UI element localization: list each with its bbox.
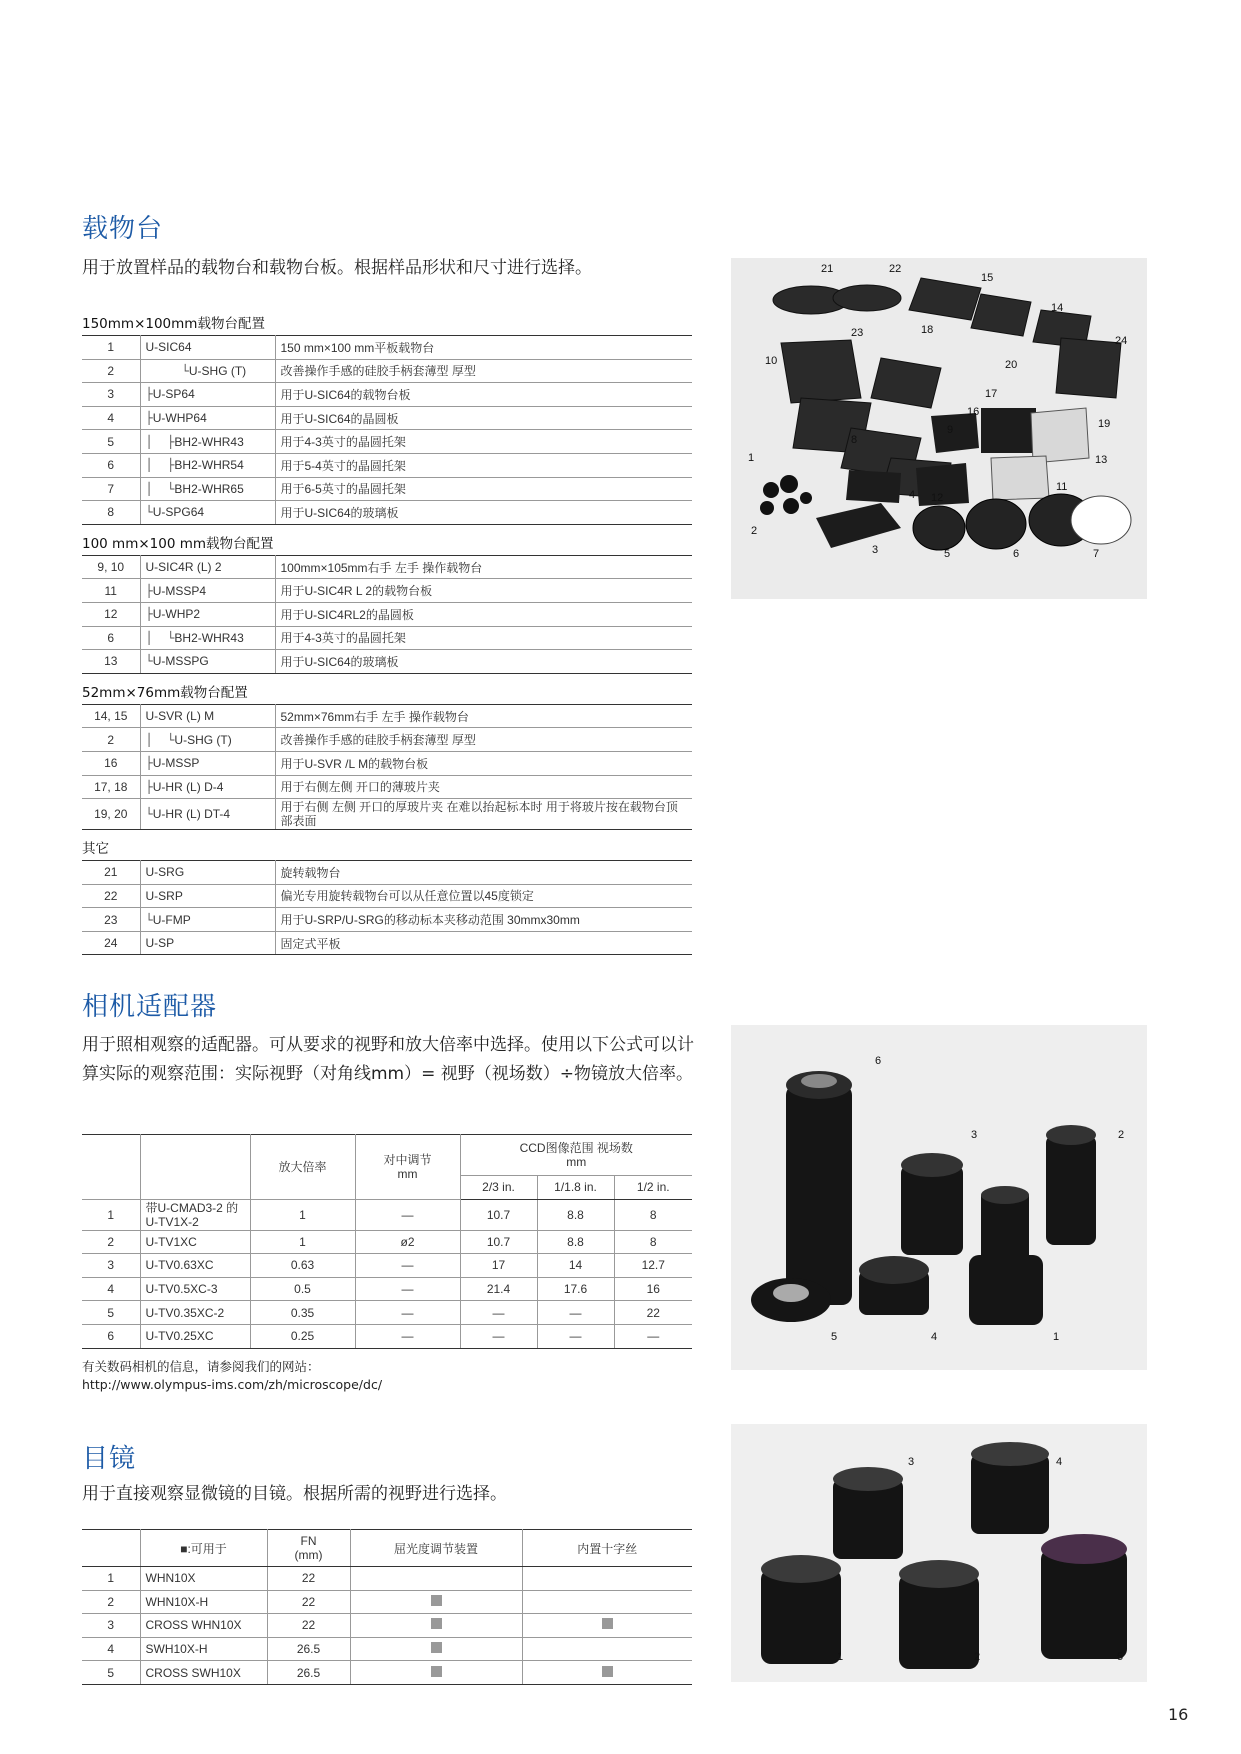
- photo-callout: 1: [1053, 1331, 1060, 1343]
- photo-callout: 4: [1056, 1456, 1063, 1468]
- stage-config-tables: [82, 313, 692, 955]
- stage-table-100x100: [82, 555, 692, 674]
- item-number: 3: [82, 1254, 140, 1278]
- model-cell: [140, 383, 275, 407]
- item-number: 24: [82, 931, 140, 955]
- centering: —: [355, 1254, 460, 1278]
- description: 用于右侧 左侧 开口的厚玻片夹 在难以抬起标本时 用于将玻片按在载物台顶部表面: [275, 799, 692, 830]
- table-row: [82, 775, 692, 799]
- model-cell: [140, 555, 275, 579]
- stage-table-150x100: [82, 335, 692, 525]
- description: 改善操作手感的硅胶手柄套薄型 厚型: [275, 359, 692, 383]
- model-name: U-SHG (T): [188, 363, 247, 378]
- description: 用于U-SVR /L M的载物台板: [275, 751, 692, 775]
- col-header-diopter: 屈光度调节装置: [350, 1530, 522, 1567]
- model-name: U-HR (L) DT-4: [152, 807, 231, 822]
- camera-adapters-illustration: [731, 1025, 1147, 1370]
- photo-callout: 23: [851, 327, 864, 339]
- centering: —: [355, 1199, 460, 1230]
- table-row: [82, 861, 692, 885]
- photo-callout: 22: [889, 263, 902, 275]
- photo-callout: 1: [837, 1651, 844, 1663]
- ccd-range-1-1.8: —: [537, 1324, 614, 1348]
- tree-connector: └: [145, 912, 153, 927]
- tree-connector: │ ├: [145, 458, 175, 473]
- item-number: 16: [82, 751, 140, 775]
- model-cell: [140, 799, 275, 830]
- model-cell: [140, 602, 275, 626]
- model-name: U-SP: [145, 936, 175, 951]
- col-header-avail: ■:可用于: [140, 1530, 267, 1567]
- item-number: 2: [82, 1590, 140, 1614]
- model-cell: [140, 728, 275, 752]
- model-name: U-TV0.35XC-2: [140, 1301, 250, 1325]
- table-row: [82, 1637, 692, 1661]
- ccd-range-1-1.8: 8.8: [537, 1199, 614, 1230]
- col-header-sensor: 1/1.8 in.: [537, 1176, 614, 1200]
- model-cell: [140, 359, 275, 383]
- camera-adapter-photo: [731, 1025, 1147, 1370]
- section-title-eyepiece: 目镜: [82, 1444, 137, 1474]
- magnification: 0.5: [250, 1277, 355, 1301]
- photo-callout: 11: [1056, 481, 1068, 493]
- magnification: 0.35: [250, 1301, 355, 1325]
- magnification: 1: [250, 1230, 355, 1254]
- description: 改善操作手感的硅胶手柄套薄型 厚型: [275, 728, 692, 752]
- table-row: [82, 884, 692, 908]
- col-header-sensor: 2/3 in.: [460, 1176, 537, 1200]
- photo-callout: 6: [875, 1055, 882, 1067]
- model-name: CROSS SWH10X: [140, 1661, 267, 1685]
- model-name: U-SP64: [152, 387, 195, 402]
- photo-callout: 2: [751, 525, 758, 537]
- model-name: WHN10X: [140, 1567, 267, 1591]
- table-row: [82, 751, 692, 775]
- table-row: [82, 1301, 692, 1325]
- crosshair-cell: [522, 1590, 692, 1614]
- ccd-range-1-1.8: 14: [537, 1254, 614, 1278]
- photo-callout: 3: [872, 544, 879, 556]
- available-mark-icon: [602, 1618, 613, 1629]
- tree-connector: ├: [145, 756, 153, 771]
- ccd-range-1-2: 12.7: [614, 1254, 692, 1278]
- group-heading: 100 mm×100 mm载物台配置: [82, 535, 274, 552]
- photo-callout: 15: [981, 272, 994, 284]
- description: 52mm×76mm右手 左手 操作载物台: [275, 704, 692, 728]
- model-cell: [140, 501, 275, 525]
- eyepiece-photo: [731, 1424, 1147, 1682]
- photo-callout: 1: [748, 452, 755, 464]
- table-row: [82, 1230, 692, 1254]
- available-mark-icon: [431, 1642, 442, 1653]
- tree-connector: ├: [145, 583, 153, 598]
- model-cell: [140, 430, 275, 454]
- table-row: [82, 626, 692, 650]
- diopter-cell: [350, 1614, 522, 1638]
- ccd-range-2-3: —: [460, 1324, 537, 1348]
- stage-parts-illustration: [731, 258, 1147, 599]
- diopter-cell: [350, 1567, 522, 1591]
- ccd-range-2-3: 10.7: [460, 1230, 537, 1254]
- group-heading: 150mm×100mm载物台配置: [82, 316, 265, 332]
- fn-value: 22: [267, 1614, 350, 1638]
- model-name: U-MSSP4: [152, 583, 207, 598]
- model-cell: [140, 477, 275, 501]
- col-header-ccd: CCD图像范围 视场数 mm: [460, 1135, 692, 1176]
- photo-callout: 14: [1051, 302, 1064, 314]
- model-cell: [140, 775, 275, 799]
- diopter-cell: [350, 1590, 522, 1614]
- magnification: 1: [250, 1199, 355, 1230]
- ccd-range-1-2: —: [614, 1324, 692, 1348]
- tree-connector: ├: [145, 387, 153, 402]
- item-number: 6: [82, 626, 140, 650]
- crosshair-cell: [522, 1637, 692, 1661]
- photo-callout: 17: [985, 388, 998, 400]
- model-name: U-SPG64: [152, 505, 205, 520]
- table-row: [82, 1324, 692, 1348]
- page-number: 16: [1168, 1705, 1189, 1724]
- ccd-range-1-2: 16: [614, 1277, 692, 1301]
- photo-callout: 18: [921, 324, 934, 336]
- photo-callout: 12: [931, 492, 944, 504]
- section-title-camera: 相机适配器: [82, 992, 218, 1022]
- camera-intro: 用于照相观察的适配器。可从要求的视野和放大倍率中选择。使用以下公式可以计算实际的观察范围：实际视野（对角线mm）= 视野（视场数）÷物镜放大倍率。: [82, 1035, 694, 1084]
- tree-connector: ├: [145, 607, 153, 622]
- table-row: [82, 383, 692, 407]
- model-name: BH2-WHR43: [174, 434, 244, 449]
- item-number: 11: [82, 579, 140, 603]
- photo-callout: 19: [1098, 418, 1111, 430]
- centering: —: [355, 1324, 460, 1348]
- model-cell: [140, 406, 275, 430]
- model-name: WHN10X-H: [140, 1590, 267, 1614]
- item-number: 6: [82, 453, 140, 477]
- model-cell: [140, 861, 275, 885]
- model-name: CROSS WHN10X: [140, 1614, 267, 1638]
- ccd-range-1-1.8: —: [537, 1301, 614, 1325]
- tree-connector: ├: [145, 779, 153, 794]
- tree-connector: │ ├: [145, 434, 175, 449]
- model-name: U-SRP: [145, 888, 183, 903]
- item-number: 5: [82, 430, 140, 454]
- photo-callout: 5: [944, 548, 951, 560]
- table-row: [82, 430, 692, 454]
- description: 用于U-SIC64的玻璃板: [275, 501, 692, 525]
- photo-callout: 21: [821, 263, 834, 275]
- model-cell: [140, 704, 275, 728]
- description: 用于U-SIC64的载物台板: [275, 383, 692, 407]
- col-header-centering: 对中调节 mm: [355, 1135, 460, 1200]
- model-name: U-SRG: [145, 865, 185, 880]
- table-row: [82, 1661, 692, 1685]
- table-row: [82, 359, 692, 383]
- fn-value: 26.5: [267, 1637, 350, 1661]
- table-row: [82, 704, 692, 728]
- description: 偏光专用旋转载物台可以从任意位置以45度锁定: [275, 884, 692, 908]
- model-cell: [140, 336, 275, 360]
- table-row: [82, 1277, 692, 1301]
- photo-callout: 10: [765, 355, 778, 367]
- photo-callout: 3: [971, 1129, 978, 1141]
- model-name: BH2-WHR65: [174, 481, 244, 496]
- model-name: U-MSSP: [152, 756, 200, 771]
- centering: ø2: [355, 1230, 460, 1254]
- table-row: [82, 728, 692, 752]
- model-name: U-FMP: [152, 912, 191, 927]
- tree-connector: └: [145, 807, 153, 822]
- crosshair-cell: [522, 1567, 692, 1591]
- item-number: 17, 18: [82, 775, 140, 799]
- centering: —: [355, 1277, 460, 1301]
- camera-adapter-table: [82, 1134, 692, 1349]
- item-number: 5: [82, 1661, 140, 1685]
- section-title-stage: 载物台: [82, 214, 164, 244]
- ccd-range-2-3: 17: [460, 1254, 537, 1278]
- tree-connector: └: [145, 505, 153, 520]
- description: 用于4-3英寸的晶圆托架: [275, 626, 692, 650]
- col-header-fn: FN (mm): [267, 1530, 350, 1567]
- photo-callout: 20: [1005, 359, 1018, 371]
- table-row: [82, 931, 692, 955]
- model-name: BH2-WHR43: [174, 630, 244, 645]
- table-row: [82, 1199, 692, 1230]
- item-number: 3: [82, 383, 140, 407]
- photo-callout: 16: [967, 406, 980, 418]
- available-mark-icon: [431, 1595, 442, 1606]
- table-row: [82, 336, 692, 360]
- description: 用于U-SIC64的玻璃板: [275, 650, 692, 674]
- photo-callout: 24: [1115, 335, 1128, 347]
- table-row: [82, 650, 692, 674]
- model-cell: [140, 626, 275, 650]
- description: 固定式平板: [275, 931, 692, 955]
- item-number: 5: [82, 1301, 140, 1325]
- table-row: [82, 602, 692, 626]
- table-row: [82, 1567, 692, 1591]
- model-name: U-SIC64: [145, 340, 192, 355]
- stage-product-photo: [731, 258, 1147, 599]
- item-number: 22: [82, 884, 140, 908]
- table-row: [82, 477, 692, 501]
- tree-connector: │ └: [145, 732, 175, 747]
- table-row: [82, 406, 692, 430]
- camera-website-link[interactable]: http://www.olympus-ims.com/zh/microscope/dc/: [82, 1377, 383, 1392]
- item-number: 2: [82, 1230, 140, 1254]
- model-name: BH2-WHR54: [174, 458, 244, 473]
- model-name: SWH10X-H: [140, 1637, 267, 1661]
- photo-callout: 2: [974, 1651, 981, 1663]
- stage-intro: 用于放置样品的载物台和载物台板。根据样品形状和尺寸进行选择。: [82, 258, 592, 278]
- ccd-range-1-2: 8: [614, 1199, 692, 1230]
- fn-value: 22: [267, 1567, 350, 1591]
- model-name: U-TV0.5XC-3: [140, 1277, 250, 1301]
- photo-callout: 13: [1095, 454, 1108, 466]
- item-number: 23: [82, 908, 140, 932]
- group-heading: 其它: [82, 841, 109, 858]
- item-number: 6: [82, 1324, 140, 1348]
- description: 用于4-3英寸的晶圆托架: [275, 430, 692, 454]
- col-header-crosshair: 内置十字丝: [522, 1530, 692, 1567]
- description: 用于U-SIC64的晶圆板: [275, 406, 692, 430]
- col-header-sensor: 1/2 in.: [614, 1176, 692, 1200]
- photo-callout: 9: [947, 424, 954, 436]
- description: 150 mm×100 mm平板载物台: [275, 336, 692, 360]
- description: 用于U-SRP/U-SRG的移动标本夹移动范围 30mmx30mm: [275, 908, 692, 932]
- available-mark-icon: [602, 1666, 613, 1677]
- item-number: 12: [82, 602, 140, 626]
- tree-connector: └: [145, 363, 189, 378]
- stage-table-52x76: [82, 704, 692, 830]
- magnification: 0.63: [250, 1254, 355, 1278]
- photo-callout: 2: [1118, 1129, 1125, 1141]
- description: 用于U-SIC4R L 2的载物台板: [275, 579, 692, 603]
- col-header-mag: 放大倍率: [250, 1135, 355, 1200]
- model-name: U-SHG (T): [174, 732, 232, 747]
- ccd-range-2-3: 10.7: [460, 1199, 537, 1230]
- tree-connector: ├: [145, 411, 153, 426]
- description: 用于6-5英寸的晶圆托架: [275, 477, 692, 501]
- model-name: U-MSSPG: [152, 654, 209, 669]
- model-cell: [140, 908, 275, 932]
- ccd-range-2-3: 21.4: [460, 1277, 537, 1301]
- ccd-range-1-2: 22: [614, 1301, 692, 1325]
- diopter-cell: [350, 1637, 522, 1661]
- photo-callout: 6: [1013, 548, 1020, 560]
- item-number: 1: [82, 1567, 140, 1591]
- table-row: [82, 1614, 692, 1638]
- fn-value: 22: [267, 1590, 350, 1614]
- photo-callout: 8: [851, 434, 858, 446]
- item-number: 4: [82, 1637, 140, 1661]
- crosshair-cell: [522, 1614, 692, 1638]
- table-row: [82, 799, 692, 830]
- model-cell: [140, 650, 275, 674]
- description: 用于右侧左侧 开口的薄玻片夹: [275, 775, 692, 799]
- item-number: 4: [82, 1277, 140, 1301]
- photo-callout: 3: [908, 1456, 915, 1468]
- item-number: 14, 15: [82, 704, 140, 728]
- available-mark-icon: [431, 1618, 442, 1629]
- description: 用于U-SIC4RL2的晶圆板: [275, 602, 692, 626]
- ccd-range-1-1.8: 17.6: [537, 1277, 614, 1301]
- tree-connector: │ └: [145, 630, 175, 645]
- item-number: 19, 20: [82, 799, 140, 830]
- camera-note: 有关数码相机的信息，请参阅我们的网站： http://www.olympus-ims.com/zh/microscope/dc/: [82, 1359, 383, 1392]
- photo-callout: 4: [931, 1331, 938, 1343]
- description: 旋转载物台: [275, 861, 692, 885]
- photo-callout: 5: [831, 1331, 838, 1343]
- model-cell: [140, 931, 275, 955]
- eyepiece-intro: 用于直接观察显微镜的目镜。根据所需的视野进行选择。: [82, 1484, 507, 1504]
- item-number: 7: [82, 477, 140, 501]
- table-row: [82, 908, 692, 932]
- tree-connector: │ └: [145, 481, 175, 496]
- item-number: 4: [82, 406, 140, 430]
- table-row: [82, 555, 692, 579]
- photo-callout: 4: [909, 489, 916, 501]
- group-heading: 52mm×76mm载物台配置: [82, 684, 248, 701]
- item-number: 13: [82, 650, 140, 674]
- item-number: 8: [82, 501, 140, 525]
- item-number: 2: [82, 728, 140, 752]
- model-name: U-TV1XC: [140, 1230, 250, 1254]
- stage-table-other: [82, 860, 692, 955]
- crosshair-cell: [522, 1661, 692, 1685]
- magnification: 0.25: [250, 1324, 355, 1348]
- diopter-cell: [350, 1661, 522, 1685]
- eyepiece-table: [82, 1529, 692, 1685]
- eyepieces-illustration: [731, 1424, 1147, 1682]
- table-row: [82, 1590, 692, 1614]
- model-cell: [140, 579, 275, 603]
- fn-value: 26.5: [267, 1661, 350, 1685]
- model-name: U-WHP2: [152, 607, 201, 622]
- tree-connector: └: [145, 654, 153, 669]
- item-number: 2: [82, 359, 140, 383]
- model-name: U-WHP64: [152, 411, 207, 426]
- model-cell: [140, 453, 275, 477]
- photo-callout: 7: [1093, 548, 1100, 560]
- model-name: U-TV0.63XC: [140, 1254, 250, 1278]
- description: 用于5-4英寸的晶圆托架: [275, 453, 692, 477]
- available-mark-icon: [431, 1666, 442, 1677]
- model-cell: [140, 884, 275, 908]
- table-row: [82, 579, 692, 603]
- table-row: [82, 501, 692, 525]
- item-number: 1: [82, 1199, 140, 1230]
- item-number: 1: [82, 336, 140, 360]
- model-name: U-SVR (L) M: [145, 709, 215, 724]
- table-row: [82, 1254, 692, 1278]
- ccd-range-1-2: 8: [614, 1230, 692, 1254]
- centering: —: [355, 1301, 460, 1325]
- description: 100mm×105mm右手 左手 操作载物台: [275, 555, 692, 579]
- model-name: 带U-CMAD3-2 的U-TV1X-2: [140, 1199, 250, 1230]
- item-number: 9, 10: [82, 555, 140, 579]
- item-number: 3: [82, 1614, 140, 1638]
- ccd-range-2-3: —: [460, 1301, 537, 1325]
- model-name: U-HR (L) D-4: [152, 779, 224, 794]
- ccd-range-1-1.8: 8.8: [537, 1230, 614, 1254]
- table-row: [82, 453, 692, 477]
- item-number: 21: [82, 861, 140, 885]
- photo-callout: 5: [1117, 1651, 1124, 1663]
- model-cell: [140, 751, 275, 775]
- model-name: U-TV0.25XC: [140, 1324, 250, 1348]
- model-name: U-SIC4R (L) 2: [145, 560, 222, 575]
